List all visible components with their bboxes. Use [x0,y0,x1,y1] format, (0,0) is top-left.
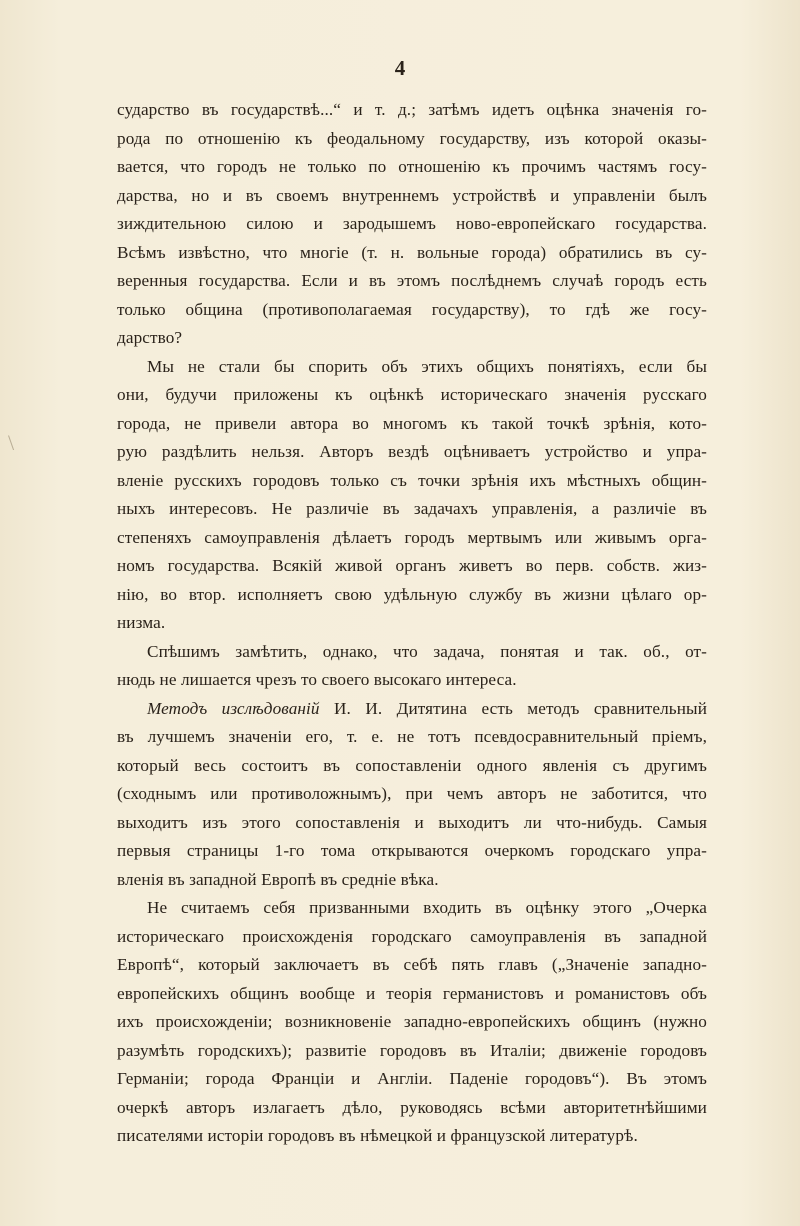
paragraph-start-line: Спѣшимъ замѣтить, однако, что задача, понятая и так. об., от- [147,641,707,661]
text-line: вленіе русскихъ городовъ только съ точки зрѣнія ихъ мѣстныхъ общин- [117,470,707,490]
text-line: писателями исторіи городовъ въ нѣмецкой и французской литературѣ. [117,1126,638,1145]
text-line: веренныя государства. Если и въ этомъ послѣднемъ случаѣ городъ есть [117,271,707,290]
text-line: вленія въ западной Европѣ въ средніе вѣка. [117,869,439,889]
body-text [117,96,707,1151]
text-run: И. И. Дитятина есть методъ сравнительный [319,698,707,718]
margin-pencil-mark: \ [8,430,15,455]
text-line: только община (противополагаемая государству), то гдѣ же госу- [117,299,707,319]
text-line: дарство? [117,328,183,347]
page-number: 4 [394,56,406,80]
text-line: Германіи; города Франціи и Англіи. Паденіе городовъ“). Въ этомъ [117,1069,707,1088]
text-line: ихъ происхожденіи; возникновеніе западно-европейскихъ общинъ (нужно [117,1012,707,1031]
text-line: выходитъ изъ этого сопоставленія и выходитъ ли что-нибудь. Самыя [117,812,707,832]
paragraph-start-line [117,695,707,724]
text-line: рую раздѣлить нельзя. Авторъ вездѣ оцѣниваетъ устройство и упра- [117,442,707,461]
text-line: (сходнымъ или противоложнымъ), при чемъ авторъ не заботится, что [117,784,707,803]
paragraph-start-line: Мы не стали бы спорить объ этихъ общихъ понятіяхъ, если бы [147,356,707,376]
text-line: ныхъ интересовъ. Не различіе въ задачахъ управленія, а различіе въ [117,499,707,518]
paragraph-start-line: Не считаемъ себя призванными входить въ оцѣнку этого „Очерка [147,898,707,917]
text-line: нюдь не лишается чрезъ то своего высокаго интереса. [117,670,517,689]
text-line: историческаго происхожденія городскаго самоуправленія въ западной [117,926,707,946]
text-line: номъ государства. Всякій живой органъ живетъ во перв. собств. жиз- [117,556,707,575]
text-line: вается, что городъ не только по отношенію къ прочимъ частямъ госу- [117,157,707,176]
italic-heading: Методъ изслѣдованій [147,698,320,718]
text-line: въ лучшемъ значеніи его, т. е. не тотъ псевдосравнительный пріемъ, [117,727,707,746]
text-line: зиждительною силою и зародышемъ ново-европейскаго государства. [117,214,707,233]
text-line: первыя страницы 1-го тома открываются очеркомъ городскаго упра- [117,841,707,860]
text-line: дарства, но и въ своемъ внутреннемъ устройствѣ и управленіи былъ [117,185,707,205]
text-line: очеркѣ авторъ излагаетъ дѣло, руководясь всѣми авторитетнѣйшими [117,1097,707,1117]
text-line: европейскихъ общинъ вообще и теорія германистовъ и романистовъ объ [117,983,707,1003]
text-line: нію, во втор. исполняетъ свою удѣльную службу въ жизни цѣлаго ор- [117,584,707,604]
text-line: который весь состоитъ въ сопоставленіи одного явленія съ другимъ [117,755,707,775]
text-line: Европѣ“, который заключаетъ въ себѣ пять главъ („Значеніе западно- [117,955,707,974]
text-line: города, не привели автора во многомъ къ такой точкѣ зрѣнія, кото- [117,413,707,433]
text-line: рода по отношенію къ феодальному государству, изъ которой оказы- [117,128,707,148]
text-line: сударство въ государствѣ...“ и т. д.; затѣмъ идетъ оцѣнка значенія го- [117,100,707,119]
text-line: они, будучи приложены къ оцѣнкѣ историческаго значенія русскаго [117,385,707,404]
text-line: разумѣть городскихъ); развитіе городовъ въ Италіи; движеніе городовъ [117,1040,707,1060]
text-line: степеняхъ самоуправленія дѣлаетъ городъ мертвымъ или живымъ орга- [117,527,707,547]
text-line: Всѣмъ извѣстно, что многіе (т. н. вольные города) обратились въ су- [117,242,707,262]
text-line: низма. [117,613,166,632]
